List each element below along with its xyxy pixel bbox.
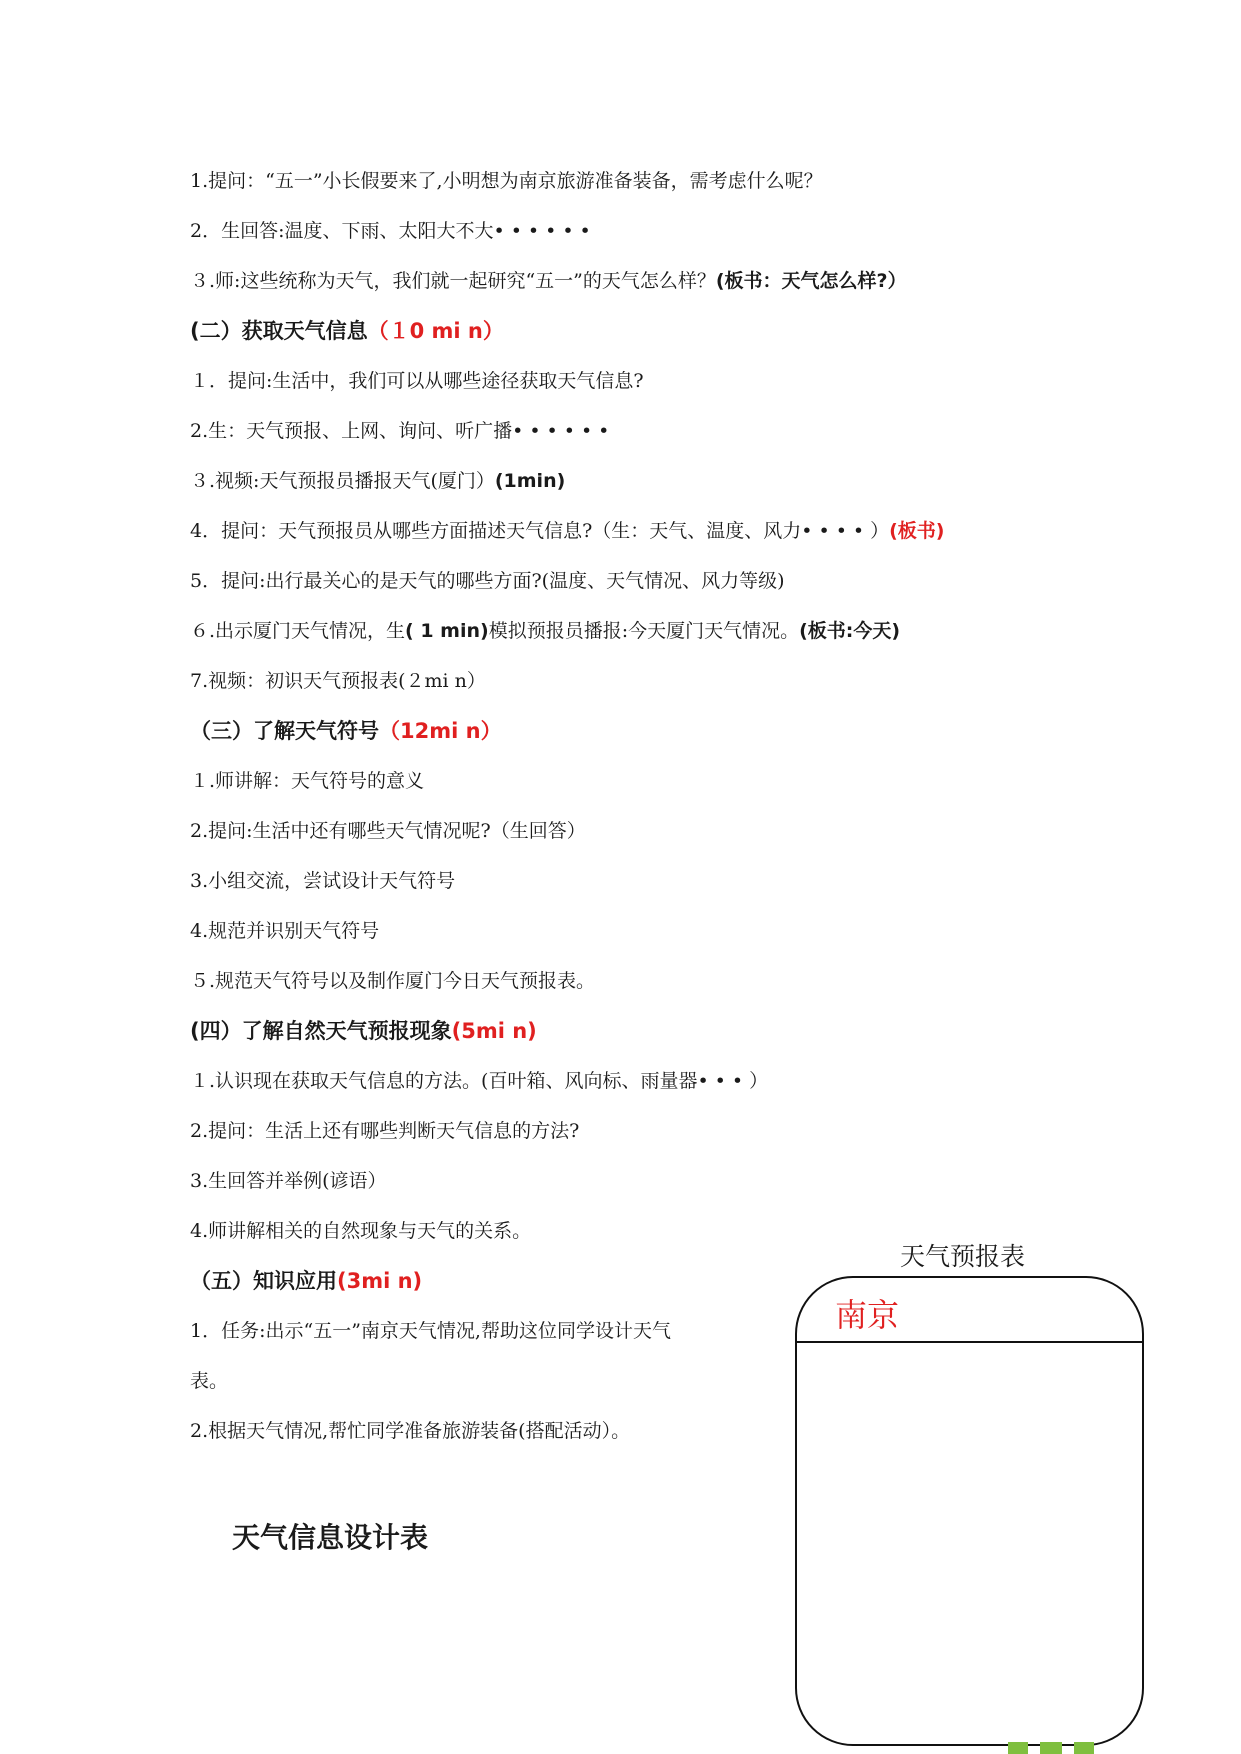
s4-line-1-dots: ••• [697, 1070, 750, 1092]
s2-line-3-time: (1min) [494, 470, 566, 492]
forecast-card [795, 1276, 1144, 1746]
s2-heading [190, 318, 504, 344]
s2-line-6-time: ( 1 min) [405, 620, 489, 642]
s1-line-1: 1.提问：“五一”小长假要来了,小明想为南京旅游准备装备，需考虑什么呢？ [190, 170, 823, 192]
s5-heading [190, 1268, 422, 1294]
s2-line-4-board: (板书) [889, 520, 945, 542]
s3-line-1: １.师讲解：天气符号的意义 [190, 770, 425, 792]
forecast-card-divider [797, 1341, 1142, 1343]
s2-line-1: １．提问:生活中，我们可以从哪些途径获取天气信息? [190, 370, 644, 392]
s2-line-4 [190, 518, 945, 544]
s5-line-1-cont: 表。 [190, 1370, 229, 1392]
s2-line-6 [190, 618, 900, 644]
s2-line-2-text: 2.生：天气预报、上网、询问、听广播 [190, 420, 513, 442]
s1-line-2-text: 2．生回答:温度、下雨、太阳大不大 [190, 220, 494, 242]
s1-line-2-dots: •••••• [493, 220, 597, 242]
s4-line-3: 3.生回答并举例(谚语） [190, 1170, 387, 1192]
forecast-card-title: 天气预报表 [900, 1242, 1026, 1271]
s3-line-3: 3.小组交流，尝试设计天气符号 [190, 870, 456, 892]
grass-decoration [1008, 1742, 1028, 1754]
s5-line-2: 2.根据天气情况,帮忙同学准备旅游装备(搭配活动）。 [190, 1420, 631, 1442]
grass-decoration [1040, 1742, 1062, 1754]
s4-line-2: 2.提问：生活上还有哪些判断天气信息的方法? [190, 1120, 580, 1142]
s2-heading-text: (二）获取天气信息 [190, 319, 368, 343]
s4-line-1-close: ） [749, 1070, 769, 1092]
s2-line-4-close: ） [870, 520, 890, 542]
s1-line-3-text: ３.师:这些统称为天气，我们就一起研究“五一”的天气怎么样？ [190, 270, 716, 292]
s2-line-7: 7.视频：初识天气预报表(２mi n） [190, 670, 486, 692]
s3-line-4: 4.规范并识别天气符号 [190, 920, 380, 942]
s4-line-1 [190, 1068, 768, 1094]
design-table-title: 天气信息设计表 [232, 1521, 429, 1554]
s2-line-2-dots: •••••• [512, 420, 616, 442]
s2-line-5: 5．提问:出行最关心的是天气的哪些方面?(温度、天气情况、风力等级) [190, 570, 785, 592]
s2-line-2 [190, 418, 615, 444]
s2-line-4-dots: •••• [801, 520, 871, 542]
s2-line-3-text: ３.视频:天气预报员播报天气(厦门） [190, 470, 495, 492]
s2-line-3 [190, 468, 565, 494]
s4-line-4: 4.师讲解相关的自然现象与天气的关系。 [190, 1220, 532, 1242]
s2-heading-time: （１0 mi n） [367, 319, 504, 343]
s3-heading-time: （12mi n） [379, 719, 502, 743]
grass-decoration [1074, 1742, 1094, 1754]
s5-line-1: 1．任务:出示“五一”南京天气情况,帮助这位同学设计天气 [190, 1320, 671, 1342]
s4-line-1-text: １.认识现在获取天气信息的方法。(百叶箱、风向标、雨量器 [190, 1070, 698, 1092]
forecast-card-city: 南京 [835, 1296, 900, 1334]
s2-line-6-text: ６.出示厦门天气情况，生 [190, 620, 406, 642]
s1-line-3-board: (板书：天气怎么样?） [715, 270, 907, 292]
s4-heading-text: (四）了解自然天气预报现象 [190, 1019, 452, 1043]
s3-heading-text: （三）了解天气符号 [190, 719, 379, 743]
s3-line-5: ５.规范天气符号以及制作厦门今日天气预报表。 [190, 970, 596, 992]
s2-line-4-text: 4．提问：天气预报员从哪些方面描述天气信息?（生：天气、温度、风力 [190, 520, 802, 542]
s5-heading-text: （五）知识应用 [190, 1269, 337, 1293]
s3-heading [190, 718, 502, 744]
s1-line-2 [190, 218, 597, 244]
s4-heading-time: (5mi n) [451, 1019, 537, 1043]
s5-heading-time: (3mi n) [337, 1269, 423, 1293]
s4-heading [190, 1018, 537, 1044]
s2-line-6-text-2: 模拟预报员播报:今天厦门天气情况。 [488, 620, 800, 642]
s3-line-2: 2.提问:生活中还有哪些天气情况呢?（生回答） [190, 820, 586, 842]
s2-line-6-board: (板书:今天) [799, 620, 901, 642]
s1-line-3 [190, 268, 907, 294]
